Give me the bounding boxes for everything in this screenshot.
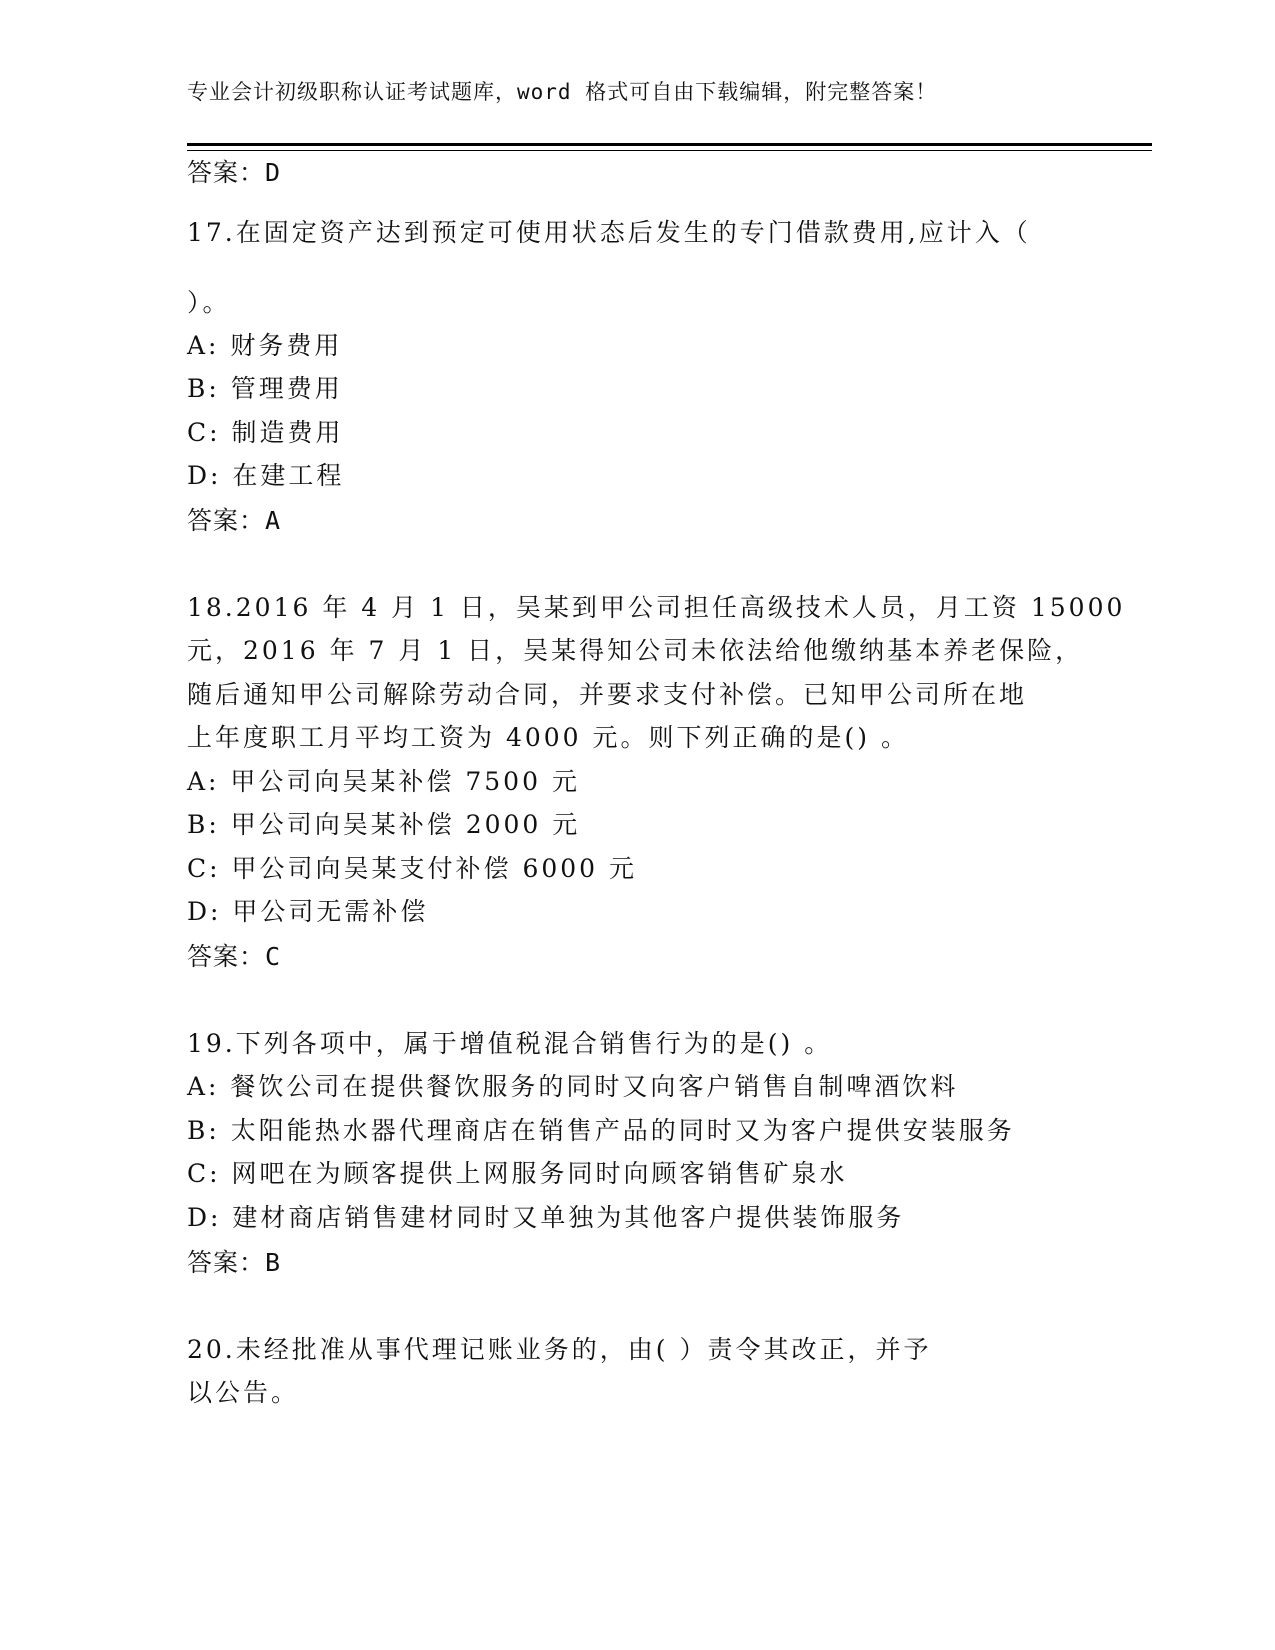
question-17-stem-line-2: ）。 <box>187 288 231 317</box>
question-18-stem-line-2: 元，2016 年 7 月 1 日，吴某得知公司未依法给他缴纳基本养老保险， <box>187 636 1084 665</box>
answer-label: 答案： <box>187 506 266 535</box>
answer-label: 答案： <box>187 158 266 187</box>
header-divider-thin <box>187 150 1152 151</box>
question-18-answer <box>187 944 281 969</box>
question-19-answer <box>187 1250 281 1275</box>
question-19-option-d: D: 建材商店销售建材同时又单独为其他客户提供装饰服务 <box>187 1203 905 1232</box>
question-17-option-c: C: 制造费用 <box>187 418 344 447</box>
question-17-stem-line-1: 17.在固定资产达到预定可使用状态后发生的专门借款费用,应计入（ <box>187 218 1031 247</box>
question-18-stem-line-4: 上年度职工月平均工资为 4000 元。则下列正确的是() 。 <box>187 723 909 752</box>
question-18-option-a: A: 甲公司向吴某补偿 7500 元 <box>187 767 580 796</box>
answer-value: B <box>265 1248 282 1277</box>
answer-value: A <box>265 506 282 535</box>
answer-label: 答案： <box>187 1248 266 1277</box>
question-17-option-d: D: 在建工程 <box>187 461 345 490</box>
question-18-stem-line-3: 随后通知甲公司解除劳动合同，并要求支付补偿。已知甲公司所在地 <box>187 680 1028 709</box>
question-18-option-c: C: 甲公司向吴某支付补偿 6000 元 <box>187 854 638 883</box>
answer-value: D <box>265 158 282 187</box>
question-19-option-a: A: 餐饮公司在提供餐饮服务的同时又向客户销售自制啤酒饮料 <box>187 1072 959 1101</box>
question-20-stem-line-2: 以公告。 <box>187 1378 300 1407</box>
page-header: 专业会计初级职称认证考试题库，word 格式可自由下载编辑，附完整答案！ <box>187 80 938 104</box>
question-19-option-b: B: 太阳能热水器代理商店在销售产品的同时又为客户提供安装服务 <box>187 1116 1015 1145</box>
question-19-stem-line-1: 19.下列各项中，属于增值税混合销售行为的是() 。 <box>187 1029 833 1058</box>
question-19-option-c: C: 网吧在为顾客提供上网服务同时向顾客销售矿泉水 <box>187 1159 848 1188</box>
question-18-option-d: D: 甲公司无需补偿 <box>187 897 429 926</box>
question-20-stem-line-1: 20.未经批准从事代理记账业务的，由( ）责令其改正，并予 <box>187 1335 932 1364</box>
question-18-option-b: B: 甲公司向吴某补偿 2000 元 <box>187 810 581 839</box>
header-divider <box>187 143 1152 146</box>
question-17-option-b: B: 管理费用 <box>187 374 343 403</box>
answer-value: C <box>265 942 282 971</box>
answer-line <box>187 160 281 185</box>
question-17-option-a: A: 财务费用 <box>187 331 343 360</box>
answer-label: 答案： <box>187 942 266 971</box>
question-17-answer <box>187 508 281 533</box>
question-18-stem-line-1: 18.2016 年 4 月 1 日，吴某到甲公司担任高级技术人员，月工资 15000 <box>187 593 1126 622</box>
